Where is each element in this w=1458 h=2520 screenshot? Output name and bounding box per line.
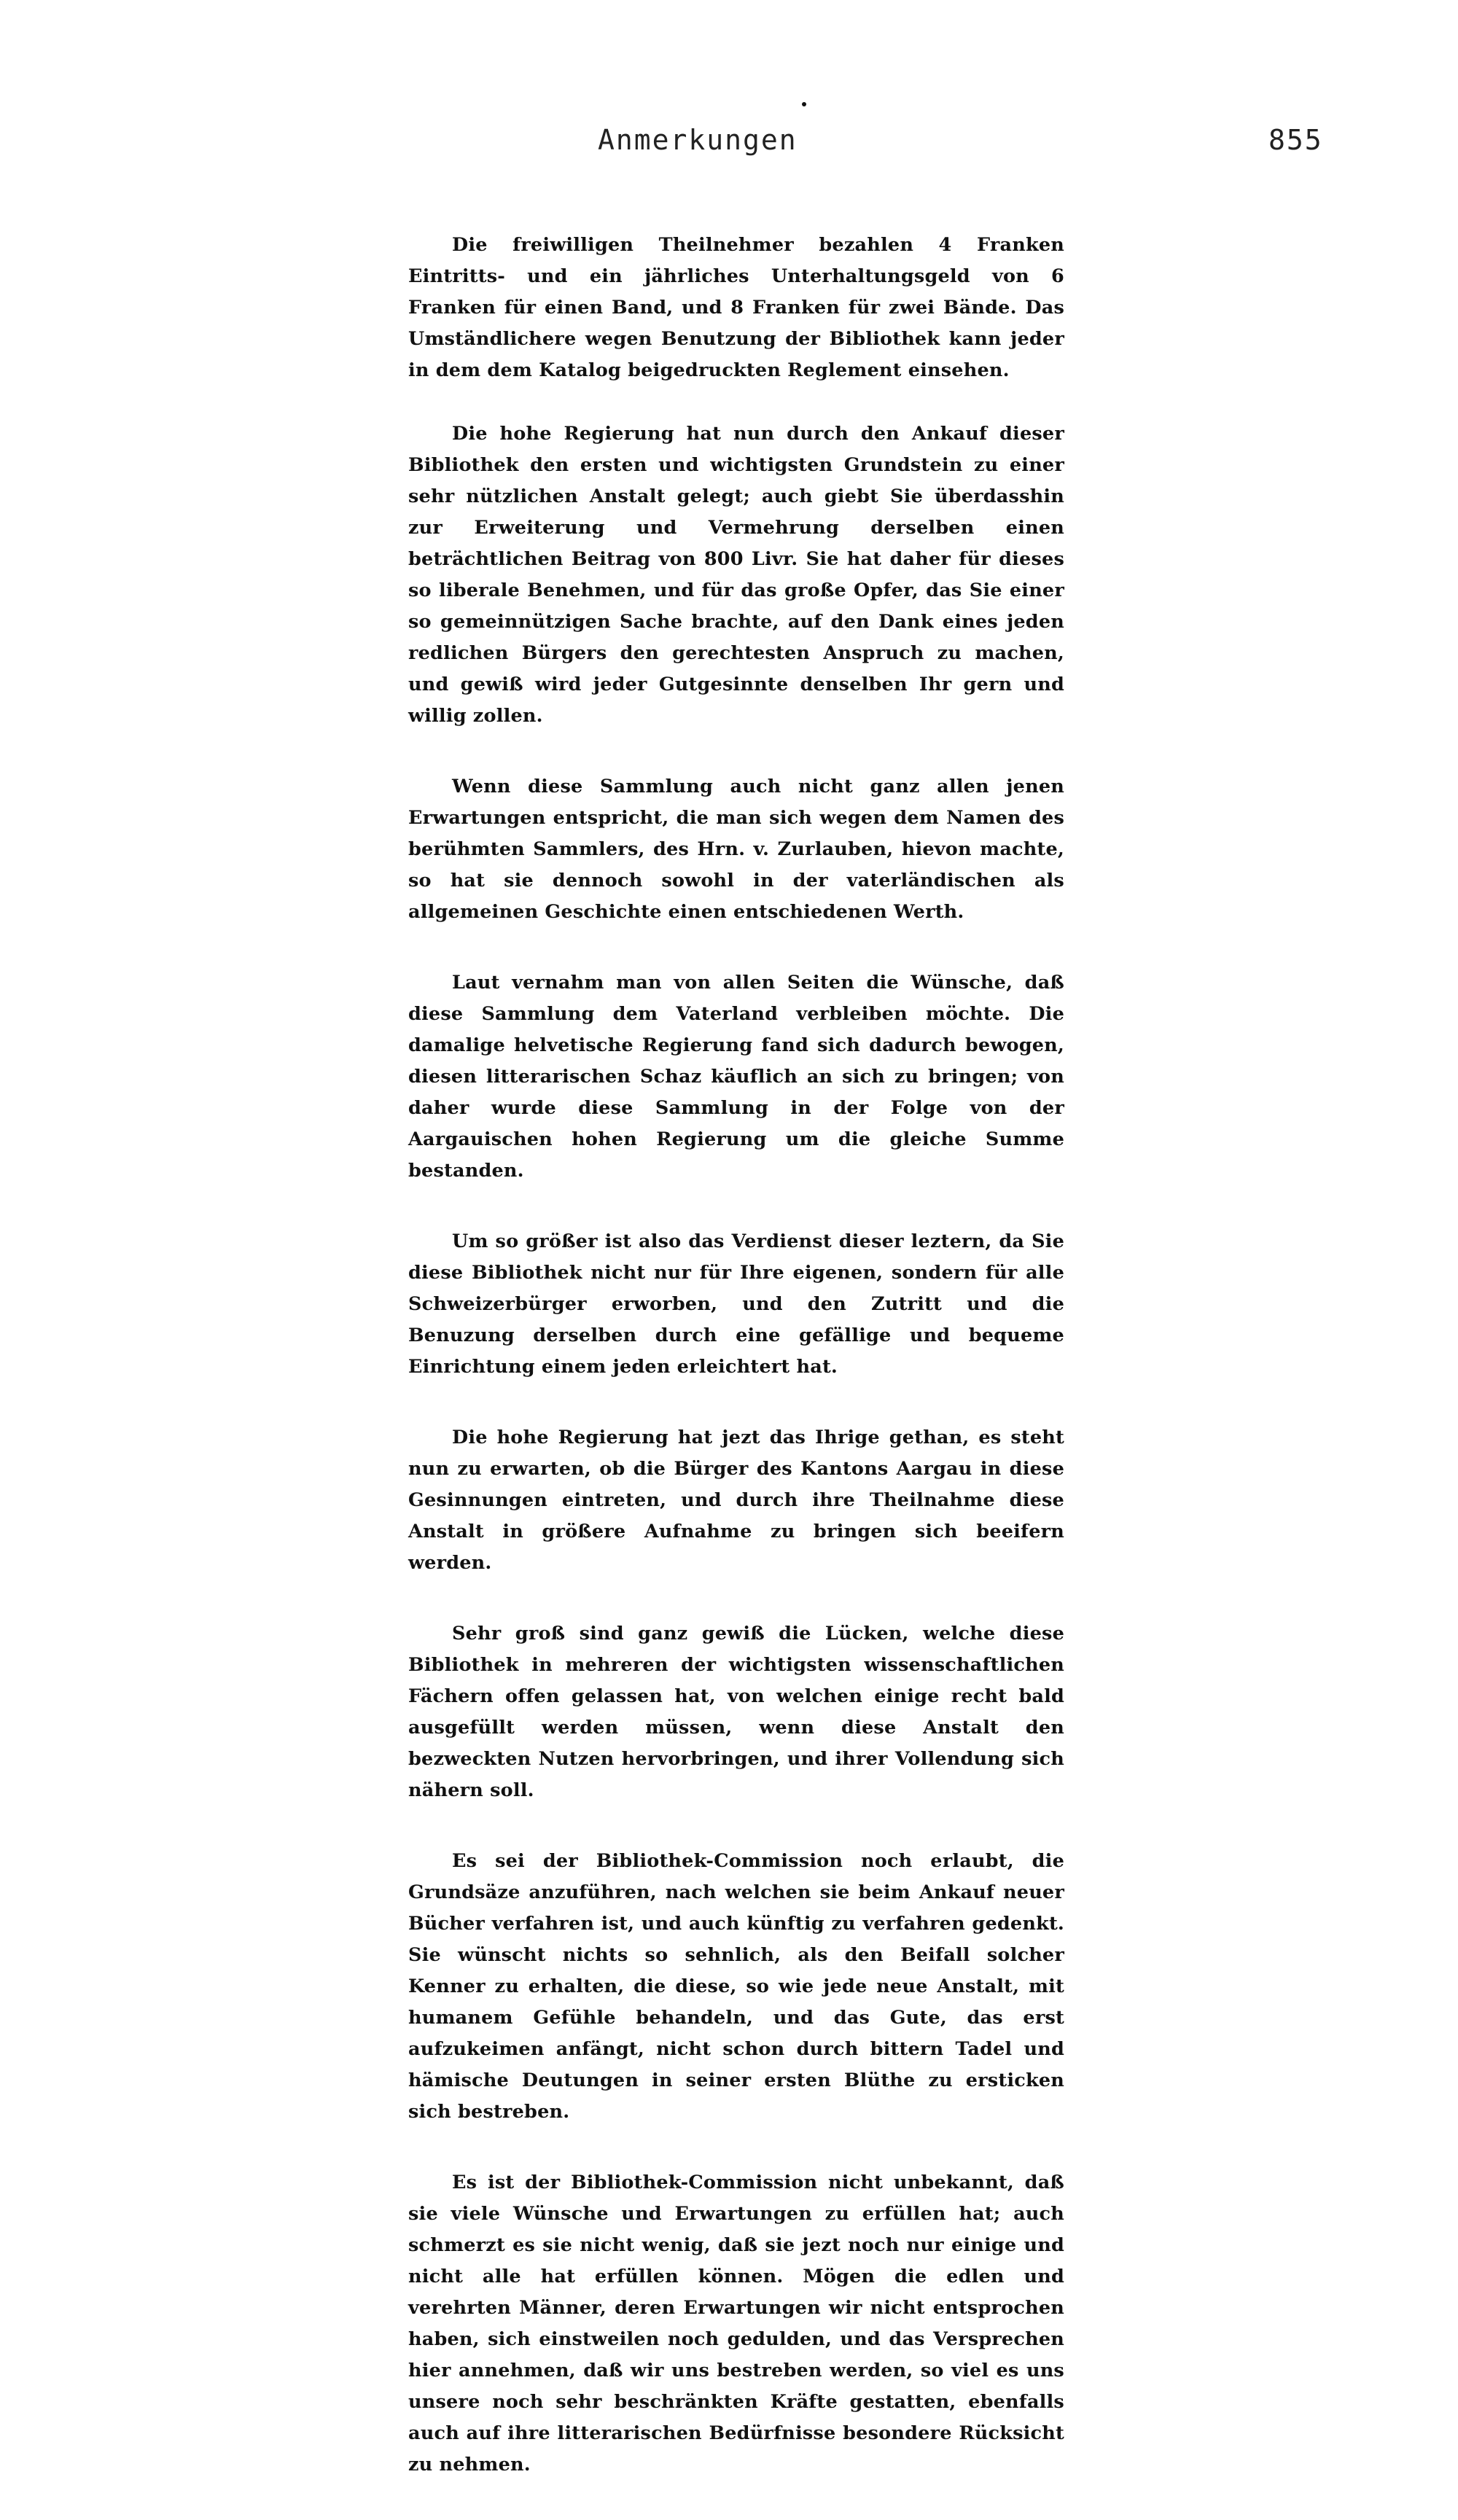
paragraph-8: Es sei der Bibliothek-Commission noch erlaubt, die Grundsäze anzuführen, nach welchen sie beim Ankauf neuer Bücher verfahren ist, und auch künftig zu verfahren gedenkt. Sie wünscht nichts so sehnlich, als den Beifall solcher Kenner zu erhalten, die diese, so wie jede neue Anstalt, mit humanem Gefühle behandeln, und das Gute, das erst aufzukeimen anfängt, nicht schon durch bittern Tadel und hämische Deutungen in seiner ersten Blüthe zu ersticken sich bestreben. xyxy=(408,1850,1064,2123)
page-header xyxy=(0,124,1458,168)
paragraph-2: Die hohe Regierung hat nun durch den Ankauf dieser Bibliothek den ersten und wichtigsten Grundstein zu einer sehr nützlichen Anstalt gelegt; auch giebt Sie überdasshin zur Erweiterung und Vermehrung derselben einen beträchtlichen Beitrag von 800 Livr. Sie hat daher für dieses so liberale Benehmen, und für das große Opfer, das Sie einer so gemeinnützigen Sache brachte, auf den Dank eines jeden redlichen Bürgers den gerechtesten Anspruch zu machen, und gewiß wird jeder Gutgesinnte denselben Ihr gern und willig zollen. xyxy=(408,423,1064,727)
paragraph-7: Sehr groß sind ganz gewiß die Lücken, welche diese Bibliothek in mehreren der wichtigsten wissenschaftlichen Fächern offen gelassen hat, von welchen einige recht bald ausgefüllt werden müssen, wenn diese Anstalt den bezweckten Nutzen hervorbringen, und ihrer Vollendung sich nähern soll. xyxy=(408,1623,1064,1801)
running-head: Anmerkungen xyxy=(598,124,798,156)
body-text xyxy=(408,230,1064,2520)
paragraph-5: Um so größer ist also das Verdienst dieser leztern, da Sie diese Bibliothek nicht nur für Ihre eigenen, sondern für alle Schweizerbürger erworben, und den Zutritt und die Benuzung derselben durch eine gefällige und bequeme Einrichtung einem jeden erleichtert hat. xyxy=(408,1230,1064,1378)
paragraph-9: Es ist der Bibliothek-Commission nicht unbekannt, daß sie viele Wünsche und Erwartungen zu erfüllen hat; auch schmerzt es sie nicht wenig, daß sie jezt noch nur einige und nicht alle hat erfüllen können. Mögen die edlen und verehrten Männer, deren Erwartungen wir nicht entsprochen haben, sich einstweilen noch gedulden, und das Versprechen hier annehmen, daß wir uns bestreben werden, so viel es uns unsere noch sehr beschränkten Kräfte gestatten, ebenfalls auch auf ihre litterarischen Bedürfnisse besondere Rücksicht zu nehmen. xyxy=(408,2172,1064,2476)
page-number: 855 xyxy=(1268,124,1323,156)
paragraph-3: Wenn diese Sammlung auch nicht ganz allen jenen Erwartungen entspricht, die man sich wegen dem Namen des berühmten Sammlers, des Hrn. v. Zurlauben, hievon machte, so hat sie dennoch sowohl in der vaterländischen als allgemeinen Geschichte einen entschiedenen Werth. xyxy=(408,776,1064,923)
paragraph-1: Die freiwilligen Theilnehmer bezahlen 4 Franken Eintritts- und ein jährliches Unterhaltungsgeld von 6 Franken für einen Band, und 8 Franken für zwei Bände. Das Umständlichere wegen Benutzung der Bibliothek kann jeder in dem dem Katalog beigedruckten Reglement einsehen. xyxy=(408,234,1064,381)
print-speck xyxy=(802,102,806,106)
paragraph-4: Laut vernahm man von allen Seiten die Wünsche, daß diese Sammlung dem Vaterland verbleiben möchte. Die damalige helvetische Regierung fand sich dadurch bewogen, diesen litterarischen Schaz käuflich an sich zu bringen; von daher wurde diese Sammlung in der Folge von der Aargauischen hohen Regierung um die gleiche Summe bestanden. xyxy=(408,972,1064,1182)
paragraph-6: Die hohe Regierung hat jezt das Ihrige gethan, es steht nun zu erwarten, ob die Bürger des Kantons Aargau in diese Gesinnungen eintreten, und durch ihre Theilnahme diese Anstalt in größere Aufnahme zu bringen sich beeifern werden. xyxy=(408,1427,1064,1574)
